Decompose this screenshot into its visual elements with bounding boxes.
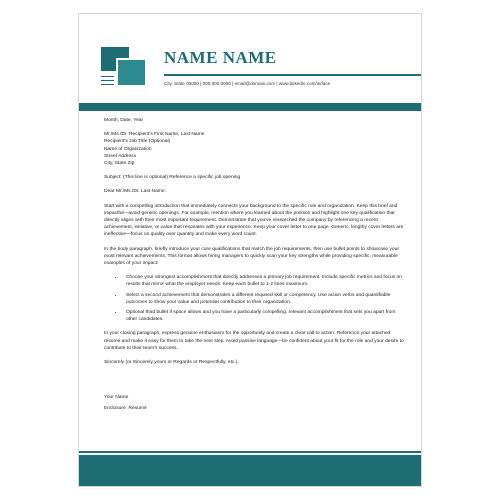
footer-band bbox=[79, 455, 421, 487]
complimentary-close: Sincerely (or Sincerely yours or Regards or Respectfully, etc.), bbox=[104, 360, 239, 366]
enclosure-line: Enclosure: Résumé bbox=[104, 406, 147, 412]
recipient-city: City, State Zip bbox=[104, 161, 135, 167]
signature-name: Your Name bbox=[104, 395, 129, 401]
recipient-street: Street Address bbox=[104, 153, 137, 159]
applicant-name: NAME NAME bbox=[164, 48, 277, 67]
recipient-organization: Name of Organization bbox=[104, 146, 152, 152]
subject-line: Subject: (This line is optional) Reference a specific job opening bbox=[104, 175, 241, 181]
achievement-list bbox=[104, 274, 404, 323]
intro-paragraph: Start with a compelling introduction that immediately connects your background to the specific role and organization. Keep this brief and impactful—avoid generic openings. For example, mention where you learned about the position and highlight one key qualification that directly aligns with their most important requirement. Demonstrate that you've researched the company by referencing a recent achievement, initiative, or value that resonates with your experience. Keep your cover letter to one page. Generic, lengthy cover letters are ineffective—focus on quality over quantity and make every word count. bbox=[104, 203, 404, 238]
recipient-name: Mr./Ms./Dr. Recipient's First Name, Last Name bbox=[104, 132, 205, 138]
header-band bbox=[79, 103, 421, 111]
achievement-bullet: • Select a second achievement that demonstrates a different required skill or competency. Use action verbs and quantifiable outcomes to show your value and potential contribution to their organization. bbox=[124, 292, 404, 306]
recipient-title: Recipient's Job Title (Optional) bbox=[104, 139, 171, 145]
contact-line: City, State 00000 | 000.000.0000 | email@domain.com | www.linkedin.com/in/face bbox=[164, 81, 331, 86]
letter-body bbox=[104, 117, 404, 413]
body-paragraph: In the body paragraph, briefly introduce your core qualifications that match the job requirements, then use bullet points to showcase your most relevant achievements. This format allows hiring managers to quickly scan your key strengths while providing specific, measurable examples of your impact: bbox=[104, 246, 399, 267]
achievement-bullet: • Optional third bullet if space allows and you have a particularly compelling, relevant accomplishment that sets you apart from other candidates. bbox=[124, 309, 404, 323]
closing-paragraph: In your closing paragraph, express genuine enthusiasm for the opportunity and create a clear call to action. Reference your attached résumé and make it easy for them to take the next step. Avoid passive language—be confident about your fit for the role and your desire to contribute to their team's success. bbox=[104, 331, 404, 351]
salutation: Dear Mr./Ms./Dr. Last Name: bbox=[104, 189, 166, 195]
header-rule bbox=[164, 74, 421, 76]
achievement-bullet: • Choose your strongest accomplishment that directly addresses a primary job requirement. Include specific metrics and focus on results that mirror what the employer needs. Keep each bullet to 1-2 lines maximum. bbox=[124, 274, 404, 288]
letter-date: Month, Date, Year bbox=[104, 118, 144, 123]
logo-squares-icon bbox=[101, 47, 147, 87]
footer-rule bbox=[79, 451, 421, 453]
letter-page bbox=[78, 13, 422, 487]
